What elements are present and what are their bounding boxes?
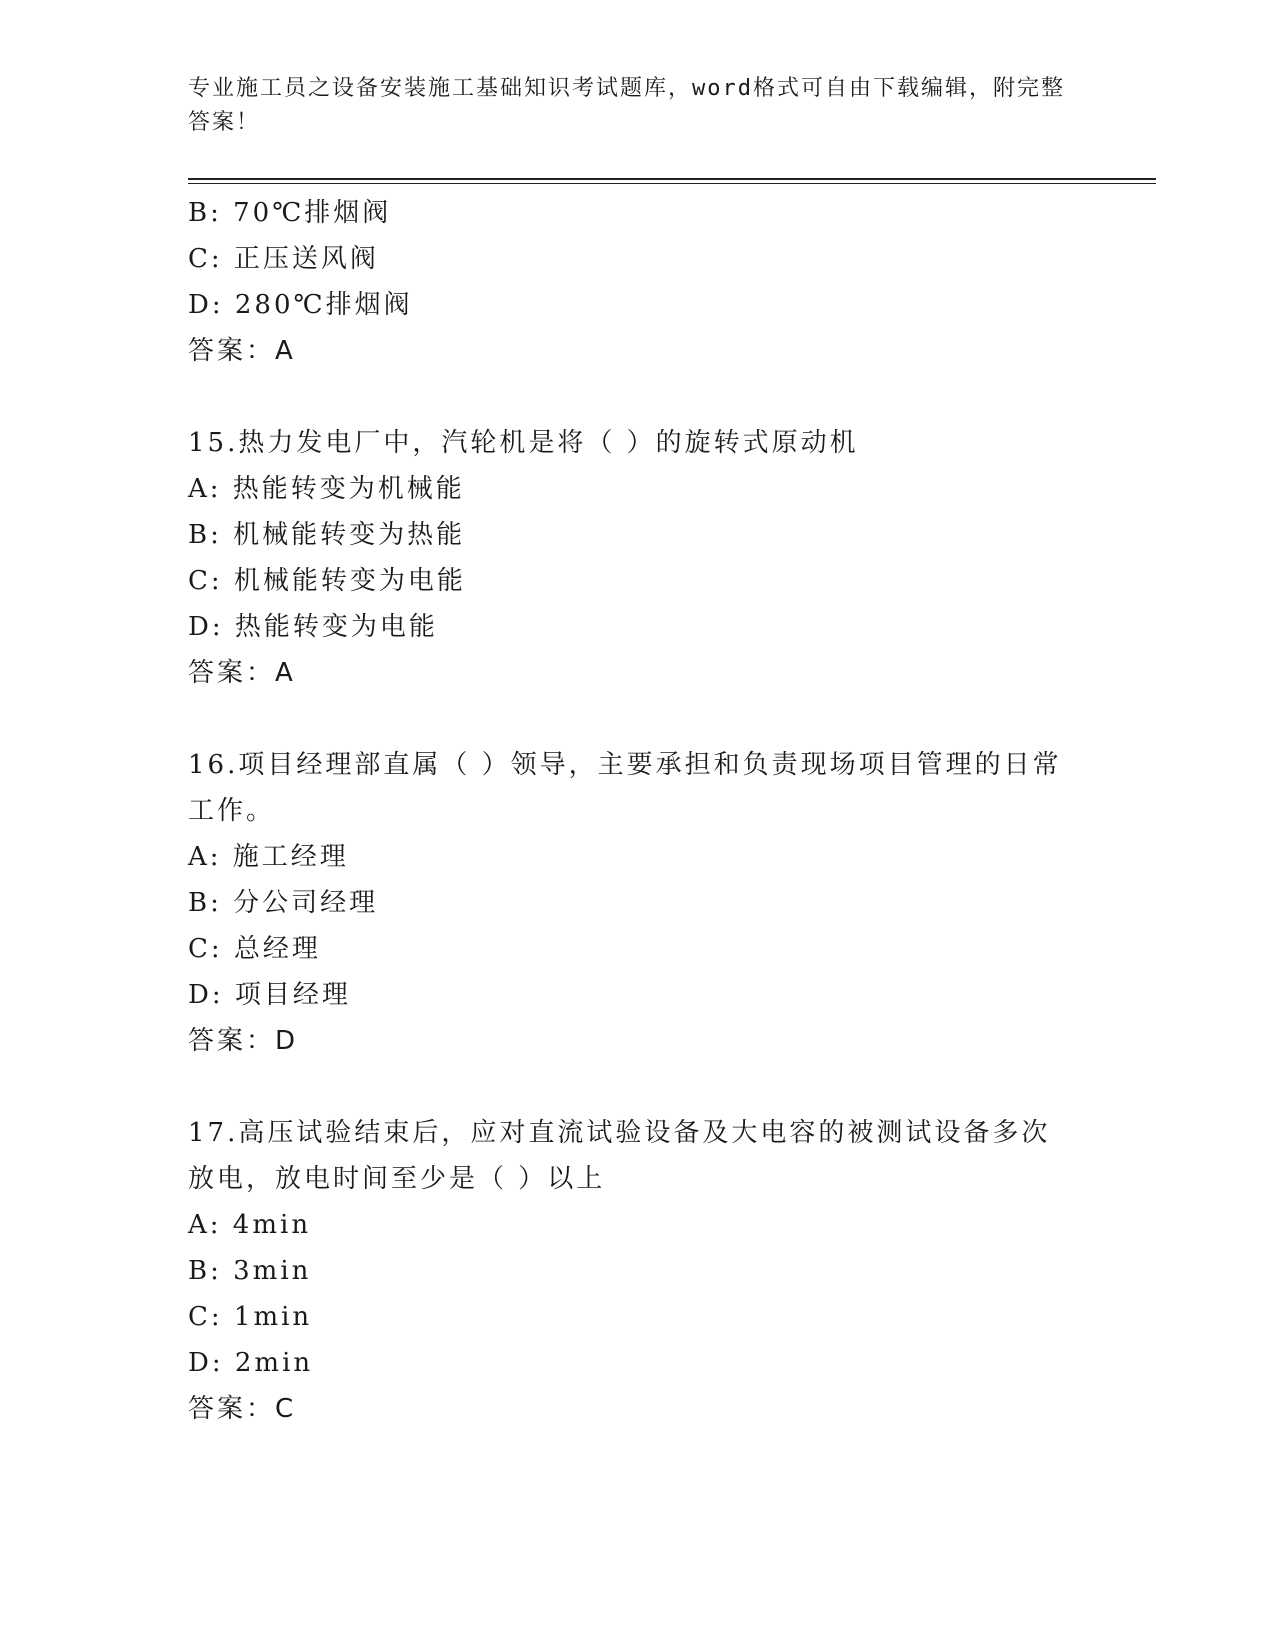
option-c: C: 1min (188, 1302, 313, 1332)
question-text: 16.项目经理部直属（ ）领导，主要承担和负责现场项目管理的日常工作。 (188, 750, 1062, 826)
document-header: 专业施工员之设备安装施工基础知识考试题库，word格式可自由下载编辑，附完整答案！ (188, 76, 1065, 135)
option-a: A: 施工经理 (188, 842, 349, 872)
header-divider-thin (188, 183, 1156, 184)
option-b: B: 3min (188, 1256, 312, 1286)
answer: 答案：A (188, 658, 296, 688)
spacer (188, 696, 1088, 742)
question-text: 15.热力发电厂中，汽轮机是将（ ）的旋转式原动机 (188, 428, 859, 458)
question-17 (188, 1110, 1088, 1432)
spacer (188, 374, 1088, 420)
option-d: D: 项目经理 (188, 980, 351, 1010)
option-d: D: 2min (188, 1348, 314, 1378)
question-text: 17.高压试验结束后，应对直流试验设备及大电容的被测试设备多次放电，放电时间至少是（ ）以上 (188, 1118, 1051, 1194)
option-d: D: 280℃排烟阀 (188, 290, 413, 320)
option-d: D: 热能转变为电能 (188, 612, 438, 642)
option-c: C: 正压送风阀 (188, 244, 379, 274)
answer: 答案：A (188, 336, 296, 366)
question-14-continued (188, 190, 1088, 374)
option-a: A: 4min (188, 1210, 312, 1240)
question-15 (188, 420, 1088, 696)
option-b: B: 70℃排烟阀 (188, 198, 392, 228)
option-b: B: 分公司经理 (188, 888, 379, 918)
question-list (188, 190, 1088, 1432)
spacer (188, 1064, 1088, 1110)
option-c: C: 总经理 (188, 934, 321, 964)
option-b: B: 机械能转变为热能 (188, 520, 466, 550)
header-divider-thick (188, 178, 1156, 180)
question-16 (188, 742, 1088, 1064)
option-a: A: 热能转变为机械能 (188, 474, 465, 504)
option-c: C: 机械能转变为电能 (188, 566, 466, 596)
answer: 答案：D (188, 1026, 299, 1056)
answer: 答案：C (188, 1394, 297, 1424)
